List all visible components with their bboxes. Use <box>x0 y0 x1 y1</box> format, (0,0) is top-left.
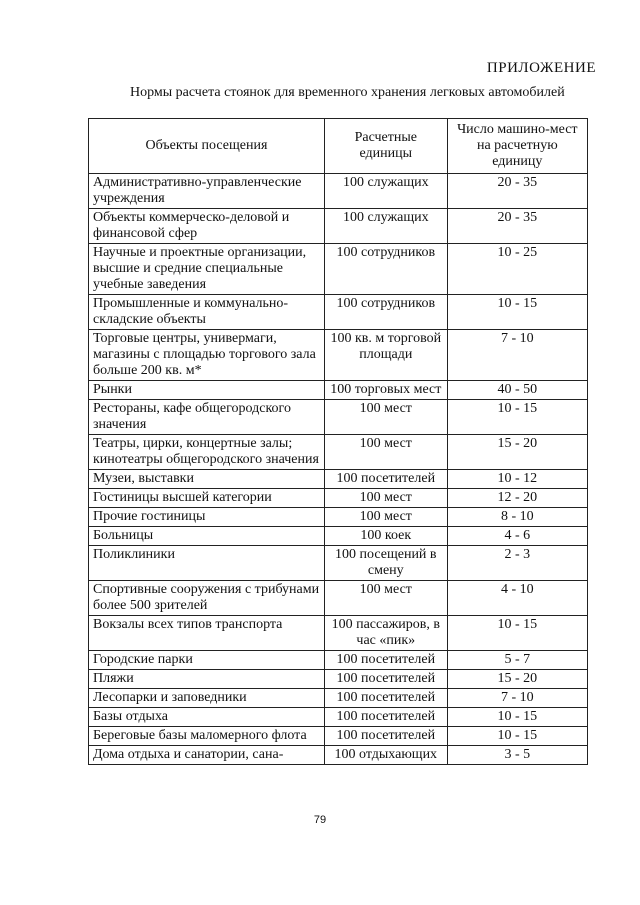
column-header-spaces: Число машино-мест на расчетную единицу <box>447 119 587 174</box>
table-row <box>89 746 588 765</box>
table-row <box>89 527 588 546</box>
table-body <box>89 174 588 765</box>
cell-object: Прочие гостиницы <box>89 508 325 527</box>
table-row <box>89 244 588 295</box>
cell-unit: 100 пассажиров, в час «пик» <box>324 616 447 651</box>
table-row <box>89 670 588 689</box>
cell-object: Береговые базы маломерного флота <box>89 727 325 746</box>
cell-spaces: 15 - 20 <box>447 670 587 689</box>
cell-spaces: 10 - 15 <box>447 727 587 746</box>
cell-spaces: 5 - 7 <box>447 651 587 670</box>
column-header-units: Расчетные единицы <box>324 119 447 174</box>
column-header-objects: Объекты посещения <box>89 119 325 174</box>
cell-object: Театры, цирки, концертные залы; кинотеатры общегородского значения <box>89 435 325 470</box>
table-row <box>89 708 588 727</box>
table-row <box>89 209 588 244</box>
cell-object: Дома отдыха и санатории, сана- <box>89 746 325 765</box>
cell-spaces: 20 - 35 <box>447 209 587 244</box>
cell-spaces: 7 - 10 <box>447 689 587 708</box>
cell-unit: 100 посетителей <box>324 708 447 727</box>
cell-unit: 100 мест <box>324 581 447 616</box>
table-header-row <box>89 119 588 174</box>
cell-spaces: 15 - 20 <box>447 435 587 470</box>
cell-spaces: 7 - 10 <box>447 330 587 381</box>
table-row <box>89 546 588 581</box>
cell-spaces: 10 - 15 <box>447 295 587 330</box>
cell-spaces: 4 - 6 <box>447 527 587 546</box>
cell-spaces: 10 - 15 <box>447 708 587 727</box>
cell-spaces: 20 - 35 <box>447 174 587 209</box>
cell-object: Административно-управленческие учреждения <box>89 174 325 209</box>
table-header <box>89 119 588 174</box>
table-row <box>89 489 588 508</box>
cell-object: Лесопарки и заповедники <box>89 689 325 708</box>
table-row <box>89 581 588 616</box>
table-row <box>89 330 588 381</box>
cell-spaces: 4 - 10 <box>447 581 587 616</box>
table-row <box>89 508 588 527</box>
cell-unit: 100 посетителей <box>324 470 447 489</box>
cell-object: Базы отдыха <box>89 708 325 727</box>
cell-object: Научные и проектные организации, высшие и средние специальные учебные заведения <box>89 244 325 295</box>
cell-unit: 100 торговых мест <box>324 381 447 400</box>
cell-spaces: 2 - 3 <box>447 546 587 581</box>
cell-unit: 100 служащих <box>324 209 447 244</box>
cell-spaces: 40 - 50 <box>447 381 587 400</box>
cell-object: Музеи, выставки <box>89 470 325 489</box>
table-row <box>89 295 588 330</box>
cell-object: Поликлиники <box>89 546 325 581</box>
cell-object: Гостиницы высшей категории <box>89 489 325 508</box>
table-row <box>89 616 588 651</box>
table-row <box>89 381 588 400</box>
cell-object: Рынки <box>89 381 325 400</box>
document-title: Нормы расчета стоянок для временного хранения легковых автомобилей <box>130 85 565 100</box>
cell-spaces: 10 - 15 <box>447 400 587 435</box>
table-row <box>89 400 588 435</box>
cell-object: Промышленные и коммунально-складские объекты <box>89 295 325 330</box>
cell-object: Рестораны, кафе общегородского значения <box>89 400 325 435</box>
table-row <box>89 727 588 746</box>
cell-spaces: 3 - 5 <box>447 746 587 765</box>
cell-spaces: 8 - 10 <box>447 508 587 527</box>
cell-unit: 100 посетителей <box>324 727 447 746</box>
cell-unit: 100 посетителей <box>324 670 447 689</box>
cell-object: Городские парки <box>89 651 325 670</box>
cell-spaces: 10 - 25 <box>447 244 587 295</box>
cell-spaces: 10 - 12 <box>447 470 587 489</box>
cell-object: Больницы <box>89 527 325 546</box>
cell-unit: 100 сотрудников <box>324 244 447 295</box>
cell-object: Объекты коммерческо-деловой и финансовой сфер <box>89 209 325 244</box>
cell-unit: 100 мест <box>324 489 447 508</box>
cell-unit: 100 кв. м торговой площади <box>324 330 447 381</box>
cell-unit: 100 сотрудников <box>324 295 447 330</box>
table-row <box>89 470 588 489</box>
cell-unit: 100 коек <box>324 527 447 546</box>
cell-unit: 100 посетителей <box>324 689 447 708</box>
parking-norms-table <box>88 118 588 765</box>
cell-unit: 100 мест <box>324 508 447 527</box>
cell-spaces: 12 - 20 <box>447 489 587 508</box>
cell-object: Пляжи <box>89 670 325 689</box>
cell-object: Торговые центры, универмаги, магазины с площадью торгового зала больше 200 кв. м* <box>89 330 325 381</box>
cell-unit: 100 мест <box>324 400 447 435</box>
cell-spaces: 10 - 15 <box>447 616 587 651</box>
cell-unit: 100 отдыхающих <box>324 746 447 765</box>
cell-unit: 100 служащих <box>324 174 447 209</box>
page-number: 79 <box>313 814 327 826</box>
cell-unit: 100 мест <box>324 435 447 470</box>
table-row <box>89 651 588 670</box>
cell-unit: 100 посетителей <box>324 651 447 670</box>
table-row <box>89 435 588 470</box>
appendix-heading: ПРИЛОЖЕНИЕ <box>486 60 596 76</box>
cell-object: Спортивные сооружения с трибунами более 500 зрителей <box>89 581 325 616</box>
table-row <box>89 689 588 708</box>
cell-unit: 100 посещений в смену <box>324 546 447 581</box>
table-row <box>89 174 588 209</box>
cell-object: Вокзалы всех типов транспорта <box>89 616 325 651</box>
